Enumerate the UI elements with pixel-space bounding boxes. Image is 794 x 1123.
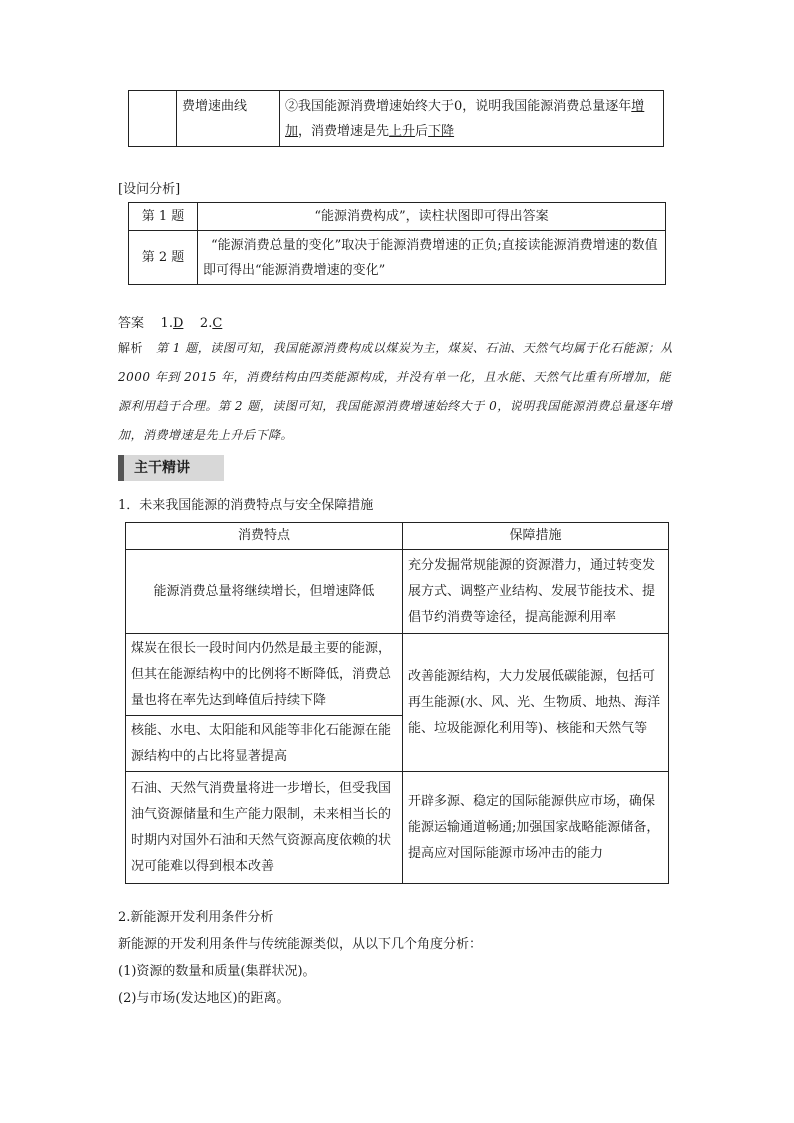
answer-1-number: 1. <box>160 316 173 331</box>
answer-line <box>118 312 222 331</box>
underlined-word: 增加 <box>285 99 645 139</box>
measure-cell: 改善能源结构，大力发展低碳能源，包括可再生能源(水、风、光、生物质、地热、海洋能、垃圾能源化利用等)、核能和天然气等 <box>403 634 669 772</box>
consumption-measures-table <box>125 522 669 884</box>
measure-cell: 充分发掘常规能源的资源潜力，通过转变发展方式、调整产业结构、发展节能技术、提倡节约消费等途径，提高能源利用率 <box>403 550 669 634</box>
explanation-label: 解析 <box>118 341 144 355</box>
paragraph: 新能源的开发利用条件与传统能源类似，从以下几个角度分析： <box>118 937 483 952</box>
question-hint: “能源消费构成”，读柱状图即可得出答案 <box>198 203 666 231</box>
column-header: 消费特点 <box>126 523 403 550</box>
continuation-table <box>128 90 664 147</box>
column-header: 保障措施 <box>403 523 669 550</box>
question-number: 第 2 题 <box>129 231 198 285</box>
empty-cell <box>129 91 177 147</box>
feature-cell: 煤炭在很长一段时间内仍然是最主要的能源，但其在能源结构中的比例将不断降低，消费总量也将在率先达到峰值后持续下降 <box>126 634 403 716</box>
subsection-heading-2: 2.新能源开发利用条件分析 <box>118 910 274 925</box>
measure-cell: 开辟多源、稳定的国际能源供应市场，确保能源运输通道畅通;加强国家战略能源储备，提高应对国际能源市场冲击的能力 <box>403 772 669 884</box>
paragraph: (2)与市场(发达地区)的距离。 <box>118 991 290 1006</box>
answer-1: D <box>172 316 184 331</box>
underlined-word: 上升 <box>389 124 416 139</box>
section-title: 主干精讲 <box>118 455 224 481</box>
question-analysis-heading: [设问分析] <box>118 182 181 197</box>
question-number: 第 1 题 <box>129 203 198 231</box>
row-content-cell <box>280 91 664 147</box>
paragraph: (1)资源的数量和质量(集群状况)。 <box>118 964 316 979</box>
content-text: ，消费增速是先 <box>298 124 390 139</box>
explanation-text: 第 1 题，读图可知，我国能源消费构成以煤炭为主，煤炭、石油、天然气均属于化石能源；从 2000 年到 2015 年，消费结构由四类能源构成，并没有单一化，且水能、天然气比重有所增加，能源利用趋于合理。第 2 题，读图可知，我国能源消费增速始终大于 0，说明我国能源消费总量逐年增加，消费增速是先上升后下降。 <box>118 341 673 442</box>
answer-label: 答案 <box>118 316 145 331</box>
question-hint: “能源消费总量的变化”取决于能源消费增速的正负;直接读能源消费增速的数值即可得出“能源消费增速的变化” <box>198 231 666 285</box>
answer-2-number: 2. <box>199 316 213 331</box>
answer-2: C <box>212 316 223 331</box>
explanation-block <box>118 334 678 450</box>
underlined-word: 下降 <box>428 124 455 139</box>
content-text: ②我国能源消费增速始终大于0，说明我国能源消费总量逐年 <box>285 99 632 114</box>
subsection-heading-1: 1．未来我国能源的消费特点与安全保障措施 <box>118 498 374 513</box>
row-label-cell: 费增速曲线 <box>177 91 280 147</box>
feature-cell: 核能、水电、太阳能和风能等非化石能源在能源结构中的占比将显著提高 <box>126 716 403 772</box>
feature-cell: 能源消费总量将继续增长，但增速降低 <box>126 550 403 634</box>
question-analysis-table <box>128 202 666 285</box>
feature-cell: 石油、天然气消费量将进一步增长，但受我国油气资源储量和生产能力限制，未来相当长的时期内对国外石油和天然气资源高度依赖的状况可能难以得到根本改善 <box>126 772 403 884</box>
content-text: 后 <box>415 124 429 139</box>
